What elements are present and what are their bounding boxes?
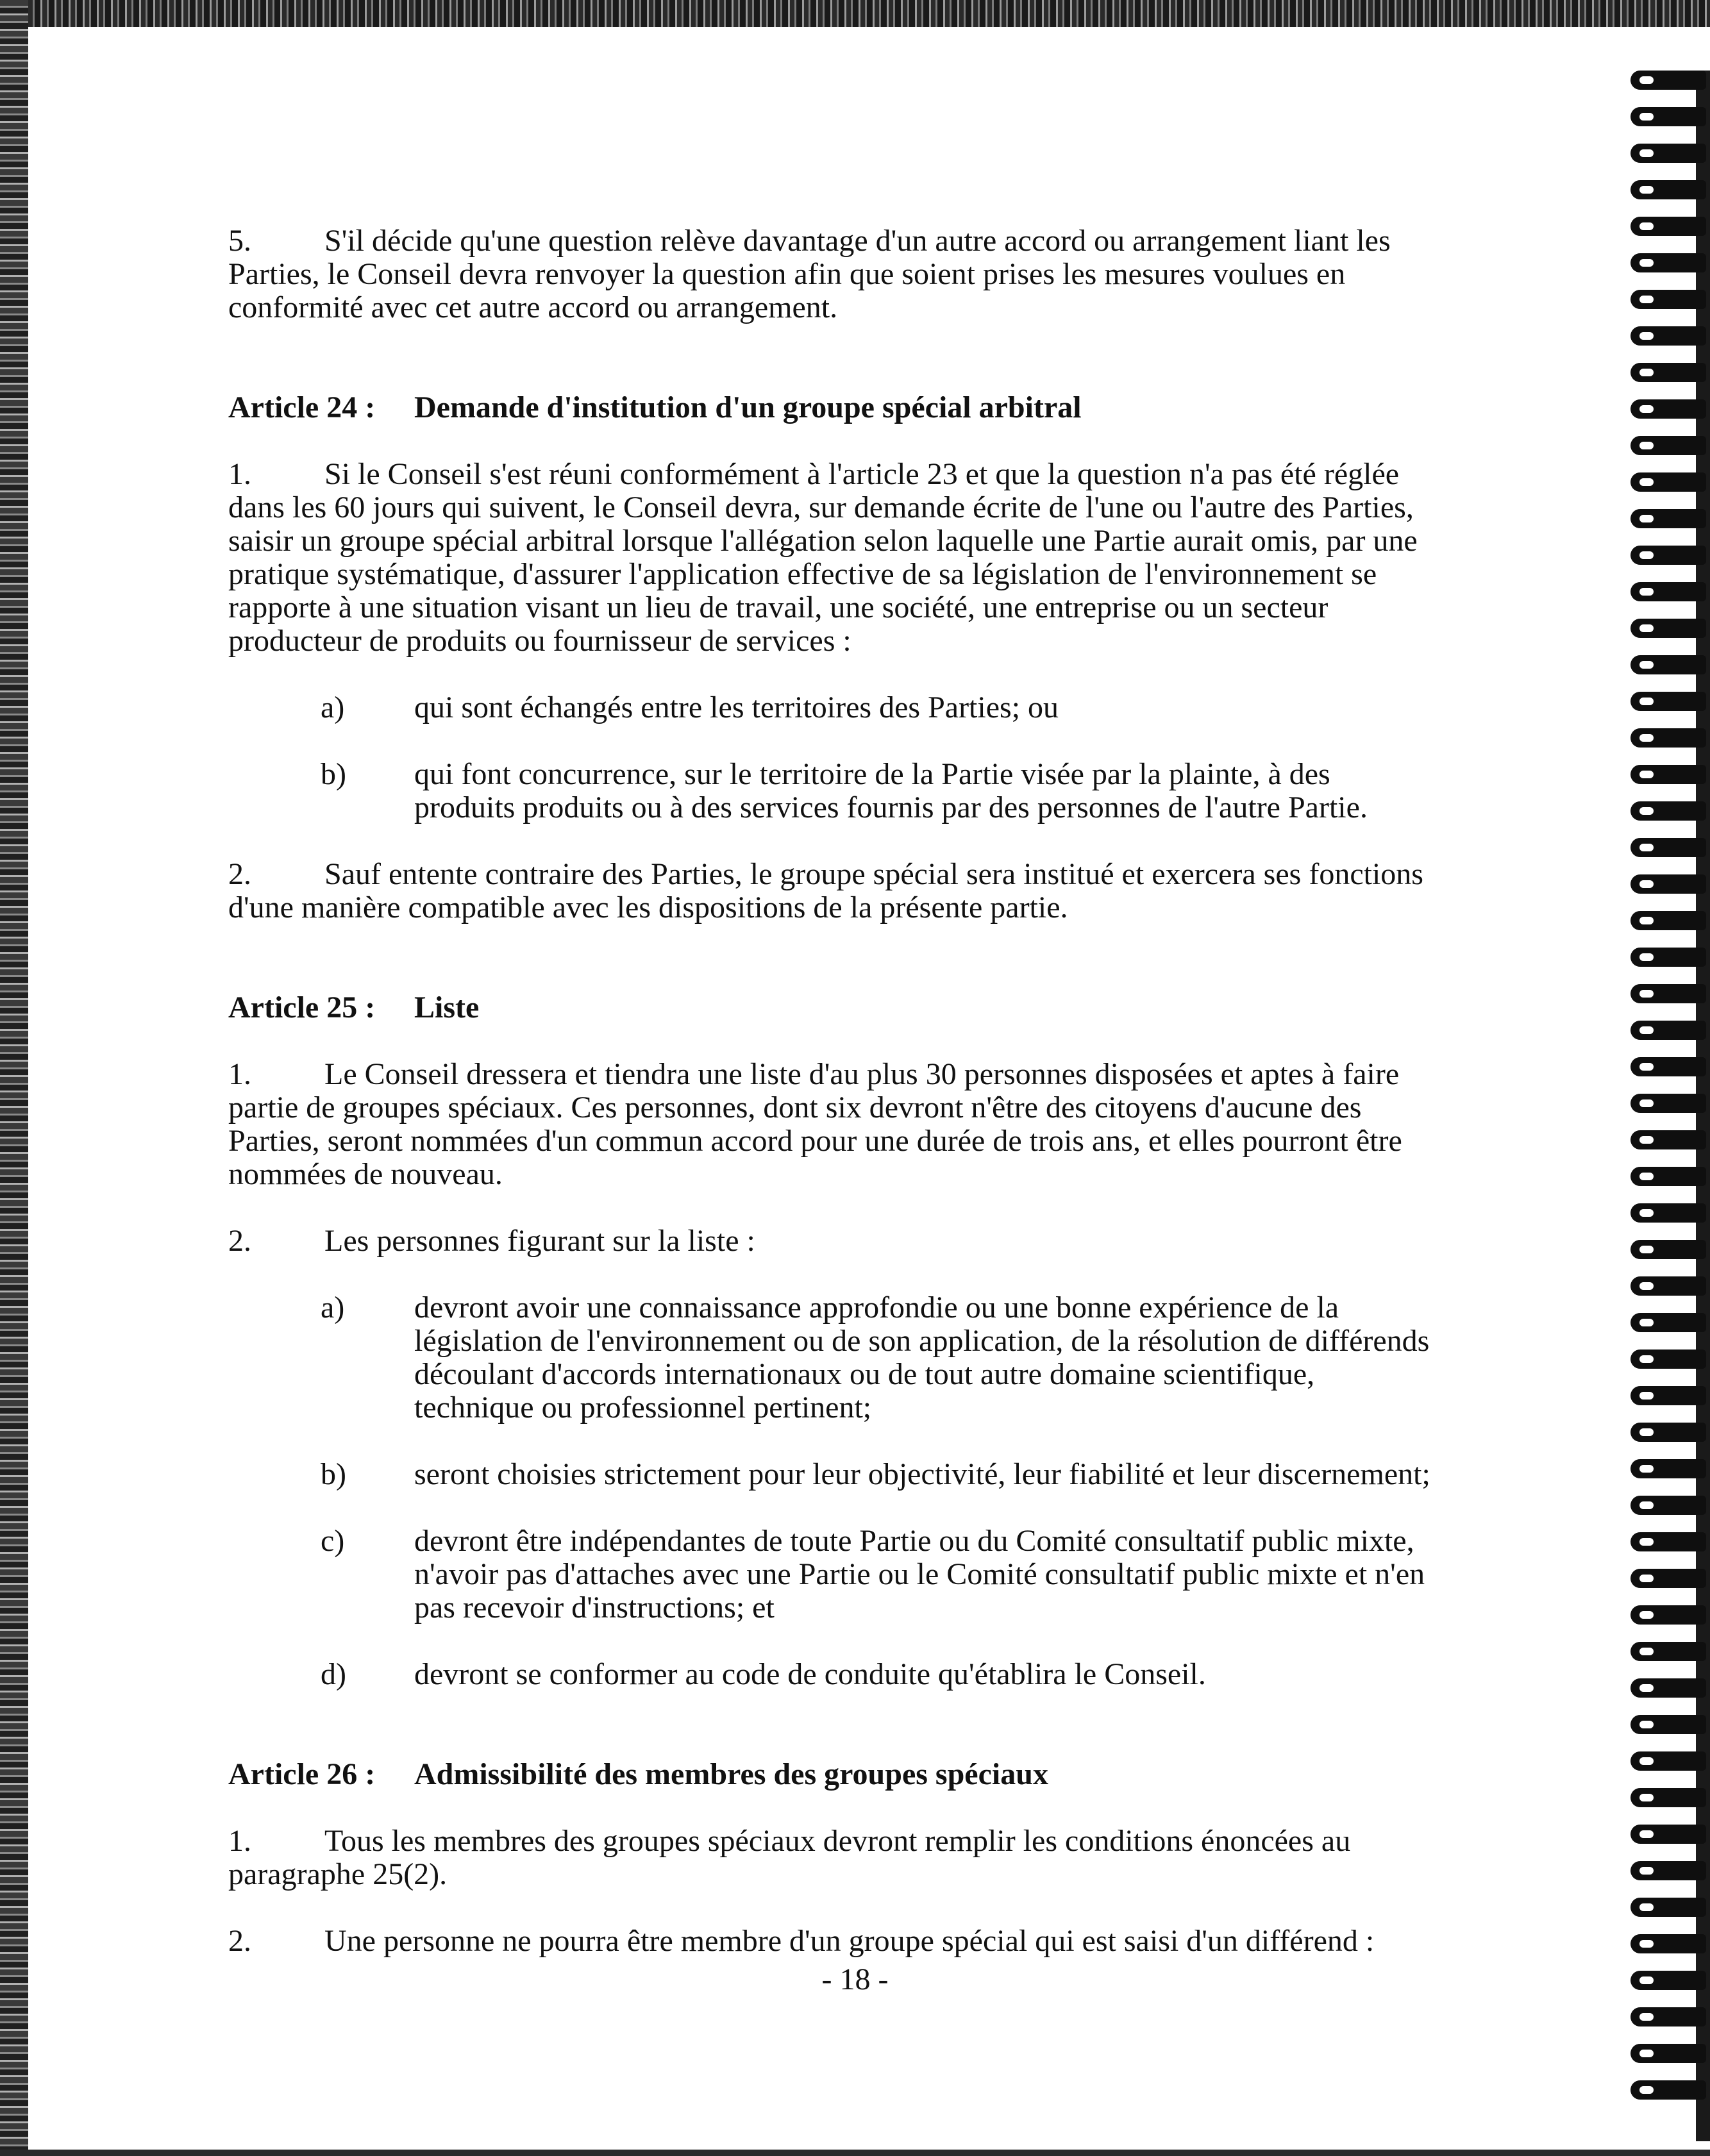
spiral-ring	[1630, 1094, 1706, 1113]
spiral-ring	[1630, 1532, 1706, 1551]
list-item-letter: d)	[321, 1657, 346, 1691]
paragraph-line: Tous les membres des groupes spéciaux devront remplir les conditions énoncées au	[324, 1824, 1351, 1858]
paragraph-number: 2.	[228, 1224, 251, 1258]
article-26-paragraph-2	[228, 1925, 1472, 1958]
list-item-letter: c)	[321, 1524, 345, 1558]
article-24-paragraph-2	[228, 858, 1472, 924]
spiral-ring	[1630, 217, 1706, 236]
paragraph-line: Une personne ne pourra être membre d'un groupe spécial qui est saisi d'un différend :	[324, 1924, 1375, 1958]
article-25-paragraph-2	[228, 1224, 1472, 1258]
paragraph-line: partie de groupes spéciaux. Ces personnes, dont six devront n'être des citoyens d'aucune des	[228, 1091, 1362, 1124]
spiral-ring	[1630, 1715, 1706, 1734]
spiral-ring	[1630, 1496, 1706, 1515]
list-item-letter: b)	[321, 757, 346, 791]
paragraph-line: Parties, seront nommées d'un commun accord pour une durée de trois ans, et elles pourront être	[228, 1124, 1402, 1158]
paragraph-line: pratique systématique, d'assurer l'application effective de sa législation de l'environnement se	[228, 557, 1377, 591]
article-title: Admissibilité des membres des groupes spéciaux	[414, 1757, 1048, 1791]
spiral-ring	[1630, 546, 1706, 565]
spiral-ring	[1630, 874, 1706, 894]
spiral-ring	[1630, 765, 1706, 784]
spiral-ring	[1630, 1861, 1706, 1880]
spiral-ring	[1630, 1313, 1706, 1332]
list-item-line: pas recevoir d'instructions; et	[414, 1591, 775, 1625]
spiral-ring	[1630, 144, 1706, 163]
page-number: - 18 -	[821, 1962, 889, 1996]
spiral-ring	[1630, 1934, 1706, 1953]
list-item	[228, 758, 1472, 824]
list-item-line: qui font concurrence, sur le territoire de la Partie visée par la plainte, à des	[414, 757, 1330, 791]
paragraph-line: Le Conseil dressera et tiendra une liste d'au plus 30 personnes disposées et aptes à faire	[324, 1057, 1400, 1091]
list-item	[228, 1291, 1472, 1425]
article-label: Article 25 :	[228, 990, 376, 1024]
list-item-line: qui sont échangés entre les territoires des Parties; ou	[414, 690, 1059, 724]
spiral-ring	[1630, 948, 1706, 967]
paragraph-line: dans les 60 jours qui suivent, le Conseil devra, sur demande écrite de l'une ou l'autre des Parties,	[228, 490, 1414, 524]
spiral-ring	[1630, 1276, 1706, 1296]
paragraph-number: 2.	[228, 857, 251, 891]
list-item	[228, 1458, 1472, 1491]
paragraph-number: 1.	[228, 457, 251, 491]
paragraph-line: nommées de nouveau.	[228, 1157, 503, 1191]
spiral-ring	[1630, 1240, 1706, 1259]
paragraph-line: Sauf entente contraire des Parties, le groupe spécial sera institué et exercera ses fonctions	[324, 857, 1423, 891]
spiral-ring	[1630, 1203, 1706, 1223]
list-item-line: devront être indépendantes de toute Partie ou du Comité consultatif public mixte,	[414, 1524, 1414, 1558]
scan-edge-bottom	[0, 2150, 1710, 2156]
spiral-ring	[1630, 1057, 1706, 1076]
page-content	[228, 224, 1472, 1958]
spiral-ring	[1630, 1788, 1706, 1807]
paragraph-line: Parties, le Conseil devra renvoyer la question afin que soient prises les mesures voulues en	[228, 257, 1346, 291]
list-item-letter: a)	[321, 1291, 345, 1325]
spiral-ring	[1630, 1350, 1706, 1369]
spiral-ring	[1630, 801, 1706, 821]
spiral-ring	[1630, 911, 1706, 930]
spiral-ring	[1630, 1386, 1706, 1405]
paragraph-line: rapporte à une situation visant un lieu de travail, une société, une entreprise ou un secteur	[228, 590, 1329, 624]
paragraph-number: 2.	[228, 1924, 251, 1958]
spiral-ring	[1630, 472, 1706, 492]
list-item-line: devront se conformer au code de conduite qu'établira le Conseil.	[414, 1657, 1206, 1691]
spiral-ring	[1630, 1825, 1706, 1844]
list-item	[228, 691, 1472, 724]
list-item-letter: b)	[321, 1457, 346, 1491]
spiral-ring	[1630, 984, 1706, 1003]
spiral-ring	[1630, 1167, 1706, 1186]
spiral-ring	[1630, 1459, 1706, 1478]
spiral-ring	[1630, 728, 1706, 748]
article-label: Article 26 :	[228, 1757, 376, 1791]
spiral-ring	[1630, 399, 1706, 419]
spiral-ring	[1630, 1678, 1706, 1698]
paragraph-line: Si le Conseil s'est réuni conformément à l'article 23 et que la question n'a pas été réglée	[324, 457, 1400, 491]
spiral-ring	[1630, 71, 1706, 90]
spiral-ring	[1630, 253, 1706, 272]
article-24-heading	[228, 391, 1472, 424]
list-item-line: seront choisies strictement pour leur objectivité, leur fiabilité et leur discernement;	[414, 1457, 1430, 1491]
spiral-ring	[1630, 2044, 1706, 2063]
spiral-ring	[1630, 1898, 1706, 1917]
article-24-paragraph-1	[228, 458, 1472, 658]
article-25-paragraph-1	[228, 1058, 1472, 1191]
list-item	[228, 1525, 1472, 1625]
list-item	[228, 1658, 1472, 1691]
spiral-ring	[1630, 1021, 1706, 1040]
spiral-ring	[1630, 1751, 1706, 1771]
scan-edge-top	[0, 0, 1710, 27]
spiral-ring	[1630, 838, 1706, 857]
paragraph-line: saisir un groupe spécial arbitral lorsque l'allégation selon laquelle une Partie aurait omis, par une	[228, 524, 1418, 558]
spiral-ring	[1630, 1642, 1706, 1661]
list-item-line: technique ou professionnel pertinent;	[414, 1391, 872, 1425]
list-item-line: devront avoir une connaissance approfondie ou une bonne expérience de la	[414, 1291, 1339, 1325]
list-item-line: législation de l'environnement ou de son application, de la résolution de différends	[414, 1324, 1430, 1358]
spiral-ring	[1630, 1423, 1706, 1442]
spiral-ring	[1630, 290, 1706, 309]
paragraph-line: Les personnes figurant sur la liste :	[324, 1224, 755, 1258]
article-26-heading	[228, 1758, 1472, 1791]
spiral-ring	[1630, 107, 1706, 126]
paragraph-number: 1.	[228, 1824, 251, 1858]
spiral-ring	[1630, 692, 1706, 711]
article-label: Article 24 :	[228, 390, 376, 424]
spiral-ring	[1630, 582, 1706, 601]
spiral-ring	[1630, 1605, 1706, 1625]
list-item-line: n'avoir pas d'attaches avec une Partie ou le Comité consultatif public mixte et n'en	[414, 1557, 1425, 1591]
spiral-ring	[1630, 326, 1706, 346]
paragraph-line: producteur de produits ou fournisseur de services :	[228, 624, 851, 658]
paragraph-line: paragraphe 25(2).	[228, 1857, 448, 1891]
list-item-line: découlant d'accords internationaux ou de tout autre domaine scientifique,	[414, 1357, 1315, 1391]
paragraph-line: S'il décide qu'une question relève davantage d'un autre accord ou arrangement liant les	[324, 224, 1391, 258]
article-title: Liste	[414, 990, 480, 1024]
scan-edge-left	[0, 0, 28, 2156]
spiral-ring	[1630, 2007, 1706, 2026]
list-item-letter: a)	[321, 690, 345, 724]
article-25-heading	[228, 991, 1472, 1024]
paragraph-5	[228, 224, 1472, 324]
list-item-line: produits produits ou à des services fournis par des personnes de l'autre Partie.	[414, 790, 1368, 824]
spiral-ring	[1630, 509, 1706, 528]
spiral-ring	[1630, 436, 1706, 455]
paragraph-number: 5.	[228, 224, 251, 258]
spiral-ring	[1630, 1130, 1706, 1149]
spiral-ring	[1630, 1569, 1706, 1588]
spiral-ring	[1630, 180, 1706, 199]
paragraph-line: conformité avec cet autre accord ou arrangement.	[228, 290, 838, 324]
spiral-binding	[1627, 71, 1710, 2141]
spiral-ring	[1630, 619, 1706, 638]
spiral-ring	[1630, 2080, 1706, 2100]
paragraph-line: d'une manière compatible avec les dispositions de la présente partie.	[228, 890, 1068, 924]
spiral-ring	[1630, 363, 1706, 382]
article-26-paragraph-1	[228, 1825, 1472, 1891]
paragraph-number: 1.	[228, 1057, 251, 1091]
spiral-ring	[1630, 655, 1706, 674]
article-title: Demande d'institution d'un groupe spécial arbitral	[414, 390, 1082, 424]
